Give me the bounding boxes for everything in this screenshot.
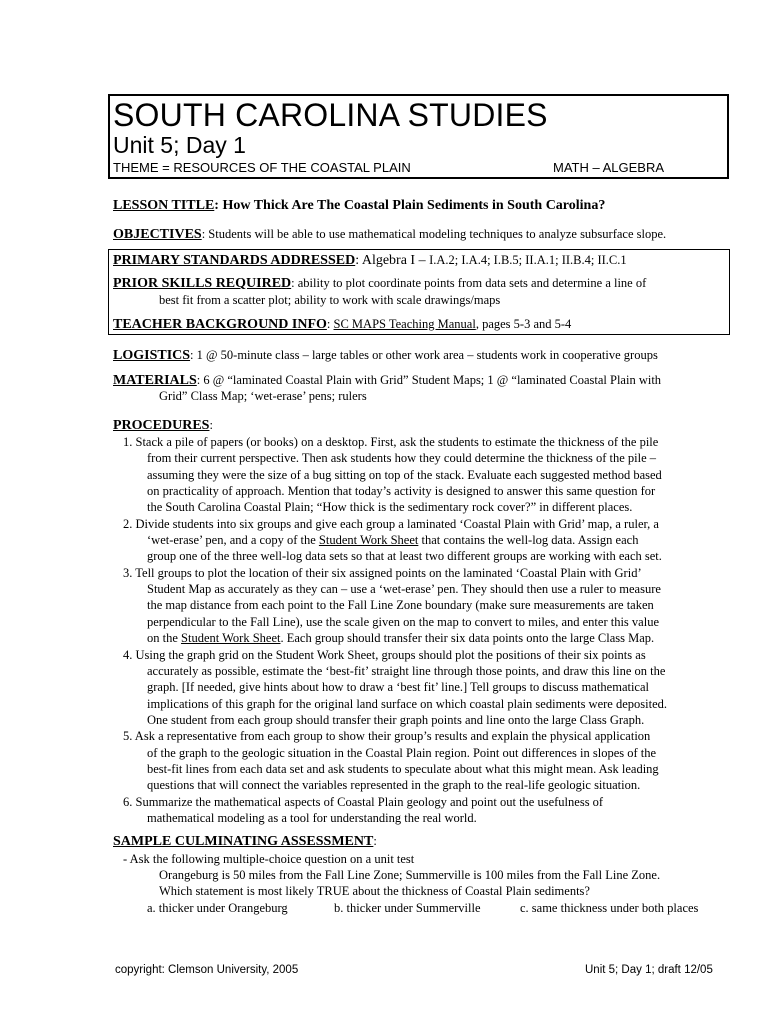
procedure-line: of the graph to the geologic situation in the Coastal Plain region. Point out differences in slopes of the (147, 746, 657, 760)
procedures-colon: : (209, 418, 213, 432)
procedure-line: One student from each group should transfer their graph points and line onto the large Class Graph. (147, 713, 645, 727)
background-text: , pages 5-3 and 5-4 (475, 317, 572, 331)
procedure-line: on practicality of approach. Mention that today’s activity is designed to answer this same question for (147, 484, 656, 498)
logistics-label: LOGISTICS (113, 348, 191, 363)
procedure-line: 1. Stack a pile of papers (or books) on a desktop. First, ask the students to estimate the thickness of the pile (123, 435, 659, 449)
materials (113, 373, 661, 388)
standards-text-2: I.A.2; I.A.4; I.B.5; II.A.1; II.B.4; II.C.1 (429, 253, 627, 267)
answer-option-b: b. thicker under Summerville (334, 901, 481, 915)
objectives-text: : Students will be able to use mathematical modeling techniques to analyze subsurface slope. (201, 227, 667, 241)
procedure-line: accurately as possible, estimate the ‘best-fit’ straight line through those points, and draw this line on the (147, 664, 666, 678)
procedure-line: mathematical modeling as a tool for understanding the real world. (147, 811, 477, 825)
procedure-line: the South Carolina Coastal Plain; “How thick is the sedimentary rock cover?” in different places. (147, 500, 633, 514)
procedure-text: that contains the well-log data. Assign each (418, 533, 639, 547)
standards-text-1: : Algebra I – (355, 253, 430, 268)
answer-option-c: c. same thickness under both places (520, 901, 699, 915)
procedure-line: questions that will connect the variables represented in the graph to the real-life geologic situation. (147, 778, 641, 792)
lesson-title (113, 198, 605, 213)
assessment-question-line-2: Which statement is most likely TRUE about the thickness of Coastal Plain sediments? (159, 884, 590, 898)
page-title: SOUTH CAROLINA STUDIES (113, 97, 548, 133)
procedure-text: on the (147, 631, 182, 645)
logistics-text: : 1 @ 50-minute class – large tables or other work area – students work in cooperative groups (190, 348, 658, 362)
standards-label: PRIMARY STANDARDS ADDRESSED (113, 253, 356, 268)
materials-line-1: : 6 @ “laminated Coastal Plain with Grid” Student Maps; 1 @ “laminated Coastal Plain with (196, 373, 662, 387)
logistics (113, 348, 658, 363)
prior-skills-line-1: : ability to plot coordinate points from data sets and determine a line of (291, 276, 647, 290)
prior-skills-line-2: best fit from a scatter plot; ability to work with scale drawings/maps (159, 293, 501, 307)
procedures-label: PROCEDURES (113, 418, 210, 433)
assessment-question-line-1: Orangeburg is 50 miles from the Fall Line Zone; Summerville is 100 miles from the Fall Line Zone. (159, 868, 661, 882)
assessment-intro: - Ask the following multiple-choice question on a unit test (123, 852, 415, 866)
answer-option-a: a. thicker under Orangeburg (147, 901, 288, 915)
materials-line-2: Grid” Class Map; ‘wet-erase’ pens; rulers (159, 389, 367, 403)
procedure-text: ‘wet-erase’ pen, and a copy of the (147, 533, 319, 547)
materials-label: MATERIALS (113, 373, 197, 388)
teaching-manual-link[interactable]: SC MAPS Teaching Manual (333, 317, 476, 331)
primary-standards (113, 253, 627, 268)
procedure-line: implications of this graph for the original land surface on which coastal plain sediments were deposited. (147, 697, 667, 711)
procedure-text: . Each group should transfer their six data points onto the large Class Map. (280, 631, 655, 645)
procedure-line: Student Map as accurately as they can – use a ‘wet-erase’ pen. They should then use a ruler to measure (147, 582, 661, 596)
objectives-label: OBJECTIVES (113, 227, 202, 242)
procedure-line: graph. [If needed, give hints about how to draw a ‘best fit’ line.] Tell groups to discuss mathematical (147, 680, 650, 694)
procedure-line: from their current perspective. Then ask students how they could determine the thickness of the pile – (147, 451, 656, 465)
procedure-line: 2. Divide students into six groups and give each group a laminated ‘Coastal Plain with Grid’ map, a ruler, a (123, 517, 659, 531)
lesson-title-label: LESSON TITLE (113, 198, 215, 213)
procedure-line: 4. Using the graph grid on the Student Work Sheet, groups should plot the positions of their six points as (123, 648, 646, 662)
assessment-label: SAMPLE CULMINATING ASSESSMENT (113, 834, 374, 849)
footer-copyright: copyright: Clemson University, 2005 (115, 964, 299, 976)
procedure-line: group one of the three well-log data sets so that at least two different groups are working with each set. (147, 549, 662, 563)
theme-label: THEME = RESOURCES OF THE COASTAL PLAIN (113, 160, 411, 175)
procedure-line: 3. Tell groups to plot the location of their six assigned points on the laminated ‘Coastal Plain with Grid’ (123, 566, 642, 580)
subject-label: MATH – ALGEBRA (553, 160, 665, 175)
assessment-heading (113, 834, 377, 849)
procedure-line: the map distance from each point to the Fall Line Zone boundary (make sure measurements are taken (147, 598, 654, 612)
procedure-line (147, 533, 638, 548)
footer-draft-info: Unit 5; Day 1; draft 12/05 (585, 964, 713, 976)
procedure-line: best-fit lines from each data set and ask students to speculate about what this might mean. Ask leading (147, 762, 659, 776)
procedure-line: 6. Summarize the mathematical aspects of Coastal Plain geology and point out the usefulness of (123, 795, 604, 809)
procedures-heading (113, 418, 213, 433)
procedure-line: 5. Ask a representative from each group to show their group’s results and explain the physical application (123, 729, 651, 743)
procedure-line: perpendicular to the Fall Line), use the scale given on the map to convert to miles, and enter this value (147, 615, 659, 629)
prior-skills (113, 276, 646, 291)
unit-subtitle: Unit 5; Day 1 (113, 132, 246, 158)
assessment-colon: : (373, 834, 377, 848)
lesson-title-text: : How Thick Are The Coastal Plain Sediments in South Carolina? (214, 198, 606, 213)
student-work-sheet-link[interactable]: Student Work Sheet (318, 533, 419, 547)
procedure-line (147, 631, 654, 646)
background-label: TEACHER BACKGROUND INFO (113, 317, 327, 332)
student-work-sheet-link[interactable]: Student Work Sheet (181, 631, 281, 645)
prior-skills-label: PRIOR SKILLS REQUIRED (113, 276, 292, 291)
procedure-line: assuming they were the size of a bug sitting on top of the stack. Evaluate each suggested method based (147, 468, 662, 482)
teacher-background (113, 317, 571, 332)
objectives (113, 227, 666, 242)
background-sep: : (326, 317, 334, 331)
